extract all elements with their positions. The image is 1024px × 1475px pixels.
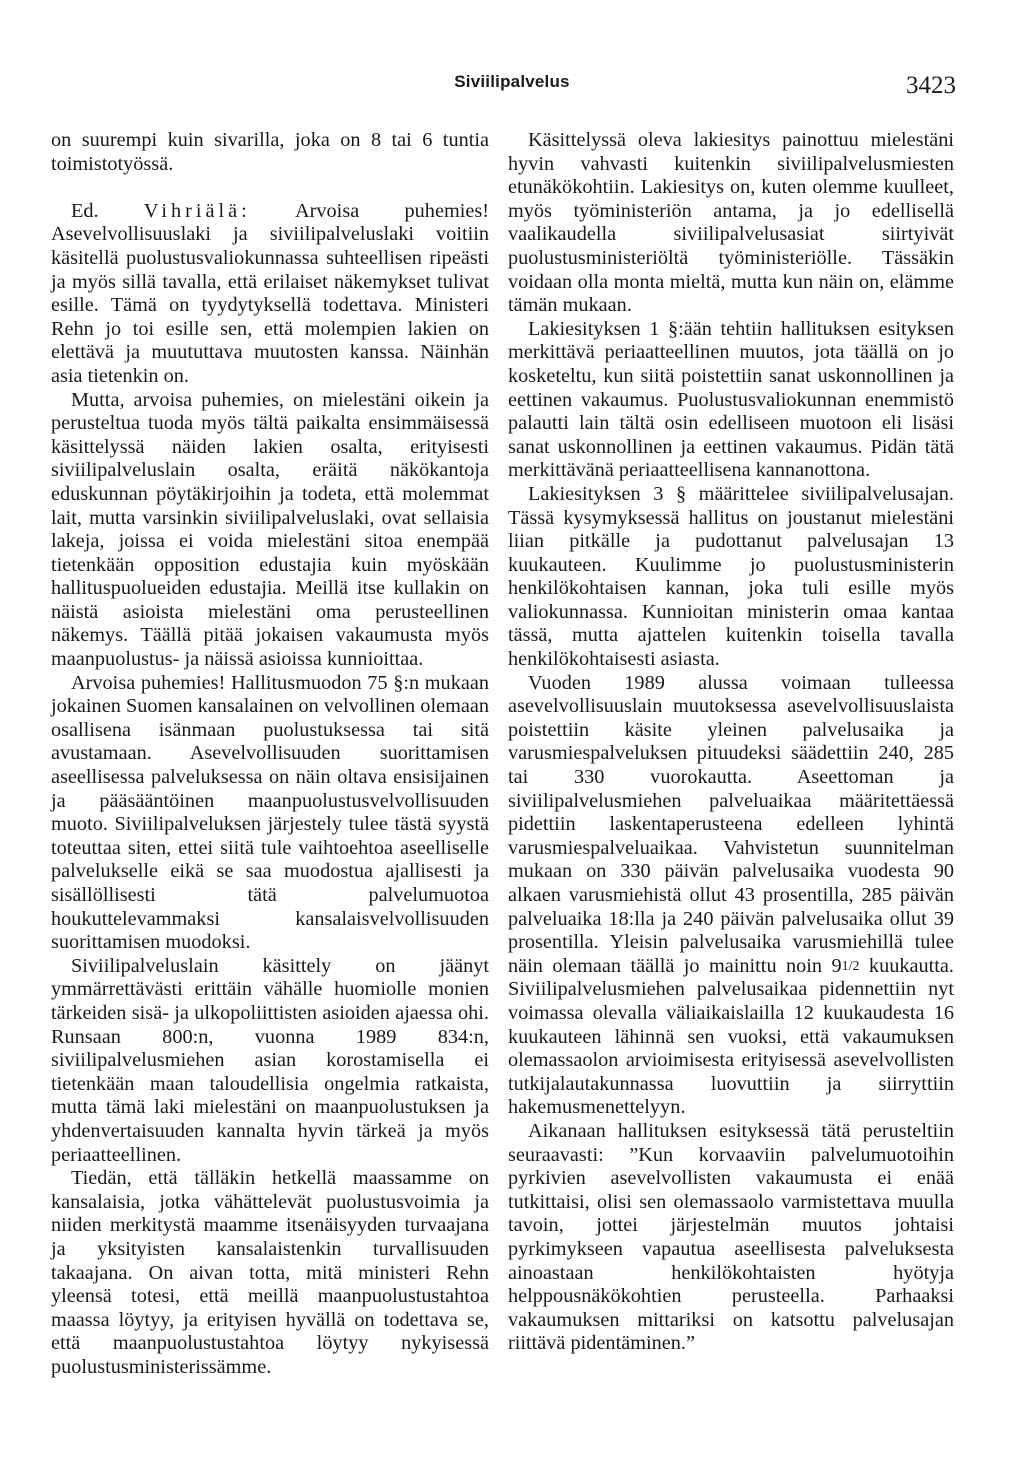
paragraph: Tiedän, että tälläkin hetkellä maassamme on kansalaisia, jotka vähättelevät puolustusvoimia ja niiden merkitystä maamme itsenäisyyden turvaajana ja yksityisten kansalaistenkin turvallisuuden takaajana. On aivan totta, mitä ministeri Rehn yleensä totesi, että meillä maanpuolustustahtoa maassa löytyy, ja erityisen hyvällä on todettava se, että maanpuolustustahtoa löytyy nykyisessä puolustusministerissämme.: [51, 1167, 489, 1378]
speech-opening-paragraph: [51, 200, 489, 389]
paragraph: Lakiesityksen 3 § määrittelee siviilipalvelusajan. Tässä kysymyksessä hallitus on joustanut mielestäni liian pitkälle ja pudottanut palvelusajan 13 kuukauteen. Kuulimme jo puolustusministerin henkilökohtaisen kannan, joka tuli esille myös valiokunnassa. Kunnioitan ministerin omaa kantaa tässä, mutta ajattelen kuitenkin toisella tavalla henkilökohtaisesti asiasta.: [508, 482, 954, 671]
paragraph: Siviilipalveluslain käsittely on jäänyt ymmärrettävästi erittäin vähälle huomiolle monien tärkeiden sisä- ja ulkopoliittisten asioiden ajaessa ohi. Runsaan 800:n, vuonna 1989 834:n, siviilipalvelusmiehen asian korostamisella ei tietenkään maan taloudellisia ongelmia ratkaista, mutta tämä laki mielestäni on maanpuolustuksen ja yhdenvertaisuuden kannalta hyvin tärkeä ja myös periaatteellinen.: [51, 954, 489, 1166]
paragraph: Arvoisa puhemies! Hallitusmuodon 75 §:n mukaan jokainen Suomen kansalainen on velvollinen olemaan osallisena isänmaan puolustuksessa tai sitä avustamaan. Asevelvollisuuden suorittamisen aseellisessa palveluksessa on näin oltava ensisijainen ja pääsääntöinen maanpuolustusvelvollisuuden muoto. Siviilipalveluksen järjestely tulee tästä syystä toteuttaa siten, ettei siitä tule vaihtoehtoa aseelliselle palvelukselle eikä se saa muodostua ajallisesti ja sisällöllisesti tätä palvelumuotoa houkuttelevammaksi kansalaisvelvollisuuden suorittamisen muodoksi.: [51, 671, 489, 954]
right-column: [508, 129, 954, 1356]
left-column: [51, 129, 489, 1379]
paragraph: Lakiesityksen 1 §:ään tehtiin hallituksen esityksen merkittävä periaatteellinen muutos, jota täällä on jo kosketeltu, kun siitä poistettiin sanat uskonnollinen ja eettinen vakaumus. Puolustusvaliokunnan enemmistö palautti lain tältä osin edelliseen muotoon eli lisäsi sanat uskonnollinen ja eettinen vakaumus. Pidän tätä merkittävänä periaatteellisena kannanottona.: [508, 317, 954, 482]
paragraph-text: Vuoden 1989 alussa voimaan tulleessa asevelvollisuuslain muutoksessa asevelvollisuuslaista poistettiin käsite yleinen palvelusaika ja varusmiespalveluksen pituudeksi säädettiin 240, 285 tai 330 vuorokautta. Aseettoman ja siviilipalvelusmiehen palveluaikaa määritettäessä pidettiin laskentaperusteena edelleen lyhintä varusmiespalveluaikaa. Vahvistetun suunnitelman mukaan on 330 päivän palvelusaika vuodesta 90 alkaen varusmiehistä ollut 43 prosentilla, 285 päivän palveluaika 18:lla ja 240 päivän palvelusaika ollut 39 prosentilla. Yleisin palvelusaika varusmiehillä tulee näin olemaan täällä jo mainittu noin: [508, 671, 954, 977]
paragraph: Mutta, arvoisa puhemies, on mielestäni oikein ja perusteltua tuoda myös tältä paikalta ensimmäisessä käsittelyssä näiden lakien osalta, erityisesti siviilipalveluslain osalta, eräitä näkökantoja eduskunnan pöytäkirjoihin ja todeta, että molemmat lait, mutta varsinkin siviilipalveluslaki, ovat sellaisia lakeja, joissa ei voida mielestäni sitoa enempää tietenkään opposition edustajia kuin myöskään hallituspuolueiden edustajia. Meillä itse kullakin on näistä asioista mielestäni oma perusteellinen näkemys. Täällä pitää jokaisen vakaumusta myös maanpuolustus- ja näissä asioissa kunnioittaa.: [51, 388, 489, 671]
paragraph-text: kuukautta. Siviilipalvelusmiehen palvelusaikaa pidennettiin nyt voimassa olevalla väliaikaislailla 12 kuukaudesta 16 kuukauteen lähinnä sen vuoksi, että vakaumuksen olemassaolon arvioimisesta erityisessä asevelvollisten tutkijalautakunnassa luovuttiin ja siirryttiin hakemusmenettelyyn.: [508, 954, 954, 1119]
paragraph: Käsittelyssä oleva lakiesitys painottuu mielestäni hyvin vahvasti kuitenkin siviilipalvelusmiesten etunäkökohtiin. Lakiesitys on, kuten olemme kuulleet, myös työministeriön antama, ja jo edellisellä vaalikaudella siviilipalvelusasiat siirtyivät puolustusministeriöltä työministeriölle. Tässäkin voidaan olla monta mieltä, mutta kun näin on, elämme tämän mukaan.: [508, 129, 954, 317]
fraction-whole: 9: [831, 954, 842, 977]
speaker-prefix: Ed.: [71, 199, 99, 222]
paragraph: on suurempi kuin sivarilla, joka on 8 tai 6 tuntia toimistotyössä.: [51, 129, 489, 175]
fraction: 1/2: [841, 958, 860, 974]
paragraph: [508, 672, 954, 1120]
paragraph: Aikanaan hallituksen esityksessä tätä perusteltiin seuraavasti: ”Kun korvaaviin palvelumuotoihin pyrkivien asevelvollisten vakaumusta ei enää tutkittaisi, olisi sen olemassaolo varmistettava muulla tavoin, jottei järjestelmän muutos johtaisi pyrkimykseen vapautua aseellisesta palveluksesta ainoastaan henkilökohtaisten hyötyja helppousnäkökohtien perusteella. Parhaaksi vakaumuksen mittariksi on katsottu palvelusajan riittävä pidentäminen.”: [508, 1119, 954, 1355]
paragraph-text: Arvoisa puhemies! Asevelvollisuuslaki ja siviilipalveluslaki voitiin käsitellä puolustusvaliokunnassa suhteellisen ripeästi ja myös sillä tavalla, että erilaiset näkemykset tulivat esille. Tämä on tyydytyksellä todettava. Ministeri Rehn jo toi esille sen, että molempien lakien on elettävä ja muututtava muutosten kanssa. Näinhän asia tietenkin on.: [51, 199, 490, 387]
running-header-title: Siviilipalvelus: [454, 72, 570, 91]
page-number: 3423: [906, 72, 956, 99]
speaker-name: Vihriälä:: [143, 199, 251, 222]
